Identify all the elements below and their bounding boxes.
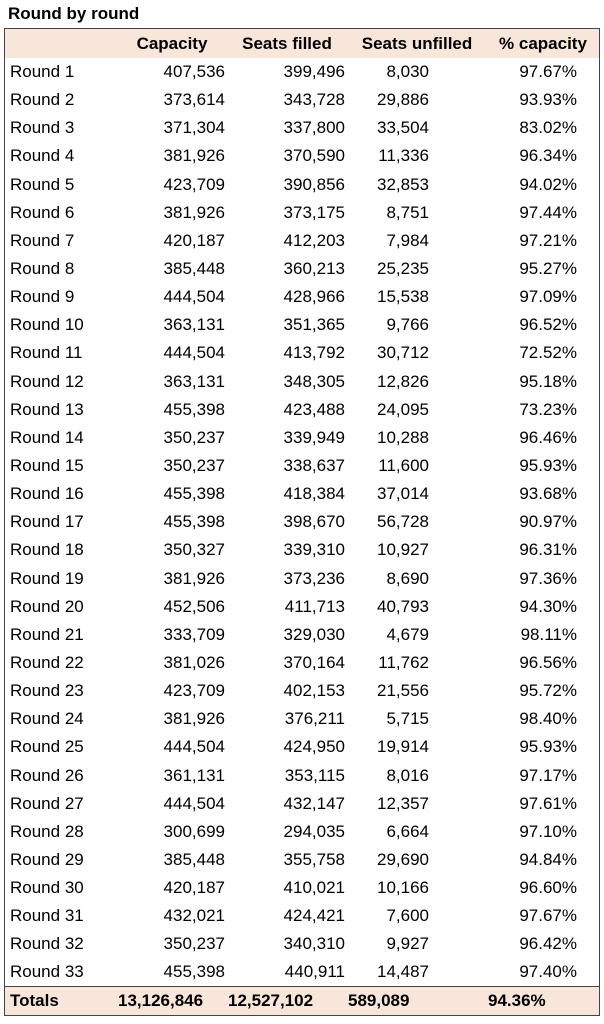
table-row [5, 480, 599, 508]
capacity-cell: 444,504 [163, 343, 225, 363]
percent-capacity-cell: 72.52% [519, 343, 577, 363]
round-label: Round 9 [10, 287, 75, 307]
percent-capacity-cell: 93.93% [519, 90, 577, 110]
percent-capacity-cell: 96.34% [519, 146, 577, 166]
round-label: Round 32 [10, 934, 84, 954]
seats-unfilled-cell: 30,712 [377, 343, 429, 363]
seats-unfilled-cell: 32,853 [377, 174, 429, 194]
totals-seats-filled: 12,527,102 [228, 990, 314, 1010]
seats-filled-cell: 339,949 [283, 427, 345, 447]
seats-filled-cell: 410,021 [283, 878, 345, 898]
round-label: Round 7 [10, 230, 75, 250]
header-percent-capacity: % capacity [499, 33, 587, 53]
capacity-cell: 455,398 [163, 962, 225, 982]
seats-unfilled-cell: 4,679 [386, 624, 429, 644]
seats-filled-cell: 370,164 [283, 653, 345, 673]
seats-unfilled-cell: 10,927 [377, 540, 429, 560]
capacity-cell: 385,448 [163, 259, 225, 279]
seats-filled-cell: 329,030 [283, 624, 345, 644]
seats-filled-cell: 398,670 [283, 512, 345, 532]
seats-filled-cell: 348,305 [283, 371, 345, 391]
table-row [5, 171, 599, 199]
round-label: Round 4 [10, 146, 75, 166]
percent-capacity-cell: 94.30% [519, 596, 577, 616]
round-label: Round 20 [10, 596, 84, 616]
table-row [5, 930, 599, 958]
seats-unfilled-cell: 10,288 [377, 427, 429, 447]
seats-filled-cell: 402,153 [283, 681, 345, 701]
seats-filled-cell: 340,310 [283, 934, 345, 954]
percent-capacity-cell: 96.46% [519, 427, 577, 447]
capacity-cell: 373,614 [163, 90, 225, 110]
round-label: Round 25 [10, 737, 84, 757]
round-label: Round 31 [10, 906, 84, 926]
percent-capacity-cell: 97.21% [519, 230, 577, 250]
percent-capacity-cell: 97.09% [519, 287, 577, 307]
table-row [5, 396, 599, 424]
table-row [5, 790, 599, 818]
seats-filled-cell: 413,792 [283, 343, 345, 363]
table-row [5, 649, 599, 677]
round-table-container [4, 28, 600, 1016]
table-row [5, 86, 599, 114]
percent-capacity-cell: 96.52% [519, 315, 577, 335]
percent-capacity-cell: 97.17% [519, 765, 577, 785]
round-label: Round 12 [10, 371, 84, 391]
table-row [5, 762, 599, 790]
seats-unfilled-cell: 29,690 [377, 850, 429, 869]
percent-capacity-cell: 95.93% [519, 737, 577, 757]
round-label: Round 30 [10, 878, 84, 898]
seats-filled-cell: 370,590 [283, 146, 345, 166]
seats-unfilled-cell: 12,826 [377, 371, 429, 391]
seats-unfilled-cell: 8,030 [386, 62, 429, 82]
table-row [5, 114, 599, 142]
seats-filled-cell: 418,384 [283, 484, 345, 504]
percent-capacity-cell: 83.02% [519, 118, 577, 138]
capacity-cell: 363,131 [163, 371, 225, 391]
round-label: Round 16 [10, 484, 84, 504]
table-row [5, 565, 599, 593]
seats-filled-cell: 424,950 [283, 737, 345, 757]
capacity-cell: 381,026 [163, 653, 225, 673]
header-row [5, 29, 599, 58]
percent-capacity-cell: 98.40% [519, 709, 577, 729]
capacity-cell: 444,504 [163, 737, 225, 757]
seats-filled-cell: 337,800 [283, 118, 345, 138]
seats-filled-cell: 424,421 [283, 906, 345, 926]
seats-unfilled-cell: 11,600 [378, 456, 429, 476]
table-row [5, 339, 599, 367]
round-label: Round 14 [10, 427, 84, 447]
percent-capacity-cell: 98.11% [520, 624, 577, 644]
seats-unfilled-cell: 10,166 [377, 878, 429, 898]
table-row [5, 227, 599, 255]
seats-filled-cell: 373,236 [283, 568, 345, 588]
table-row [5, 677, 599, 705]
seats-filled-cell: 411,713 [284, 596, 345, 616]
percent-capacity-cell: 97.67% [519, 906, 577, 926]
totals-row [5, 987, 599, 1015]
capacity-cell: 371,304 [163, 118, 225, 138]
round-label: Round 23 [10, 681, 84, 701]
percent-capacity-cell: 95.72% [519, 681, 577, 701]
seats-filled-cell: 343,728 [283, 90, 345, 110]
round-label: Round 17 [10, 512, 84, 532]
seats-filled-cell: 360,213 [283, 259, 345, 279]
percent-capacity-cell: 73.23% [519, 399, 577, 419]
round-label: Round 18 [10, 540, 84, 560]
table-row [5, 536, 599, 564]
capacity-cell: 361,131 [163, 765, 225, 785]
totals-capacity: 13,126,846 [118, 990, 204, 1010]
percent-capacity-cell: 97.61% [519, 793, 577, 813]
totals-seats-unfilled: 589,089 [348, 990, 410, 1010]
table-row [5, 818, 599, 846]
seats-unfilled-cell: 6,664 [386, 821, 429, 841]
round-label: Round 27 [10, 793, 84, 813]
round-label: Round 6 [10, 202, 75, 222]
header-capacity: Capacity [136, 33, 208, 53]
seats-filled-cell: 412,203 [283, 230, 345, 250]
capacity-cell: 420,187 [163, 878, 225, 898]
percent-capacity-cell: 94.02% [519, 174, 577, 194]
percent-capacity-cell: 90.97% [519, 512, 577, 532]
seats-unfilled-cell: 7,600 [386, 906, 429, 926]
round-label: Round 13 [10, 399, 84, 419]
capacity-cell: 420,187 [163, 230, 225, 250]
percent-capacity-cell: 96.56% [519, 653, 577, 673]
seats-unfilled-cell: 5,715 [386, 709, 429, 729]
round-label: Round 5 [10, 174, 75, 194]
table-row [5, 58, 599, 86]
table-row [5, 311, 599, 339]
capacity-cell: 350,237 [163, 456, 225, 476]
capacity-cell: 444,504 [163, 793, 225, 813]
table-header [5, 29, 599, 58]
percent-capacity-cell: 97.36% [519, 568, 577, 588]
round-label: Round 15 [10, 456, 84, 476]
capacity-cell: 381,926 [163, 568, 225, 588]
seats-unfilled-cell: 9,766 [386, 315, 429, 335]
percent-capacity-cell: 97.10% [519, 821, 577, 841]
table-row [5, 452, 599, 480]
capacity-cell: 333,709 [163, 624, 225, 644]
table-footer [5, 987, 599, 1015]
capacity-cell: 300,699 [163, 821, 225, 841]
table-row [5, 902, 599, 930]
table-row [5, 199, 599, 227]
round-label: Round 11 [10, 343, 83, 363]
round-label: Round 21 [10, 624, 84, 644]
seats-unfilled-cell: 12,357 [377, 793, 429, 813]
totals-percent-capacity: 94.36% [488, 990, 546, 1010]
round-label: Round 1 [10, 62, 75, 82]
round-label: Round 29 [10, 850, 84, 869]
round-label: Round 19 [10, 568, 84, 588]
percent-capacity-cell: 95.18% [519, 371, 577, 391]
table-row [5, 621, 599, 649]
seats-unfilled-cell: 25,235 [377, 259, 429, 279]
capacity-cell: 350,237 [163, 934, 225, 954]
table-row [5, 874, 599, 902]
capacity-cell: 444,504 [163, 287, 225, 307]
table-row [5, 255, 599, 283]
seats-filled-cell: 294,035 [283, 821, 345, 841]
seats-filled-cell: 376,211 [284, 709, 345, 729]
capacity-cell: 363,131 [163, 315, 225, 335]
round-label: Round 8 [10, 259, 75, 279]
seats-unfilled-cell: 37,014 [377, 484, 429, 504]
percent-capacity-cell: 93.68% [519, 484, 577, 504]
table-row [5, 705, 599, 733]
seats-unfilled-cell: 29,886 [377, 90, 429, 110]
percent-capacity-cell: 95.27% [519, 259, 577, 279]
table-row [5, 283, 599, 311]
header-round [5, 29, 117, 58]
round-label: Round 22 [10, 653, 84, 673]
header-seats-unfilled: Seats unfilled [361, 33, 473, 53]
seats-filled-cell: 428,966 [283, 287, 345, 307]
seats-unfilled-cell: 15,538 [377, 287, 429, 307]
table-title: Round by round [8, 4, 140, 23]
percent-capacity-cell: 97.44% [519, 202, 577, 222]
percent-capacity-cell: 97.67% [519, 62, 577, 82]
seats-filled-cell: 339,310 [283, 540, 345, 560]
round-label: Round 28 [10, 821, 84, 841]
table-row [5, 733, 599, 761]
seats-filled-cell: 423,488 [283, 399, 345, 419]
seats-filled-cell: 351,365 [283, 315, 345, 335]
seats-unfilled-cell: 24,095 [377, 399, 429, 419]
seats-unfilled-cell: 8,016 [386, 765, 429, 785]
header-seats-filled: Seats filled [242, 33, 332, 53]
table-body [5, 58, 599, 987]
capacity-cell: 423,709 [163, 174, 225, 194]
round-label: Round 33 [10, 962, 84, 982]
capacity-cell: 385,448 [163, 850, 225, 869]
seats-unfilled-cell: 9,927 [386, 934, 429, 954]
capacity-cell: 381,926 [163, 202, 225, 222]
seats-filled-cell: 338,637 [283, 456, 345, 476]
round-by-round-table [5, 29, 599, 1015]
percent-capacity-cell: 96.31% [519, 540, 577, 560]
seats-filled-cell: 440,911 [284, 962, 345, 982]
percent-capacity-cell: 95.93% [519, 456, 577, 476]
round-label: Round 2 [10, 90, 75, 110]
round-label: Round 3 [10, 118, 75, 138]
seats-unfilled-cell: 7,984 [386, 230, 429, 250]
seats-unfilled-cell: 11,336 [378, 146, 429, 166]
capacity-cell: 455,398 [163, 512, 225, 532]
table-row [5, 368, 599, 396]
capacity-cell: 423,709 [163, 681, 225, 701]
percent-capacity-cell: 94.84% [519, 850, 577, 869]
capacity-cell: 407,536 [163, 62, 225, 82]
capacity-cell: 381,926 [163, 709, 225, 729]
table-row [5, 424, 599, 452]
capacity-cell: 350,237 [163, 427, 225, 447]
seats-filled-cell: 399,496 [283, 62, 345, 82]
seats-filled-cell: 373,175 [283, 202, 345, 222]
seats-filled-cell: 355,758 [283, 850, 345, 869]
seats-unfilled-cell: 56,728 [377, 512, 429, 532]
round-label: Round 26 [10, 765, 84, 785]
capacity-cell: 455,398 [163, 484, 225, 504]
capacity-cell: 381,926 [163, 146, 225, 166]
seats-filled-cell: 432,147 [283, 793, 345, 813]
table-row [5, 959, 599, 987]
seats-unfilled-cell: 21,556 [377, 681, 429, 701]
capacity-cell: 455,398 [163, 399, 225, 419]
table-row [5, 593, 599, 621]
table-row [5, 846, 599, 874]
seats-unfilled-cell: 40,793 [377, 596, 429, 616]
totals-label: Totals [10, 990, 59, 1010]
seats-unfilled-cell: 11,762 [378, 653, 429, 673]
round-label: Round 24 [10, 709, 84, 729]
table-row [5, 142, 599, 170]
percent-capacity-cell: 96.42% [519, 934, 577, 954]
seats-unfilled-cell: 8,690 [386, 568, 429, 588]
percent-capacity-cell: 97.40% [519, 962, 577, 982]
seats-filled-cell: 390,856 [283, 174, 345, 194]
round-label: Round 10 [10, 315, 84, 335]
seats-filled-cell: 353,115 [284, 765, 345, 785]
capacity-cell: 350,327 [163, 540, 225, 560]
seats-unfilled-cell: 33,504 [377, 118, 429, 138]
seats-unfilled-cell: 19,914 [377, 737, 429, 757]
table-row [5, 508, 599, 536]
capacity-cell: 452,506 [163, 596, 225, 616]
seats-unfilled-cell: 14,487 [377, 962, 429, 982]
seats-unfilled-cell: 8,751 [386, 202, 429, 222]
percent-capacity-cell: 96.60% [519, 878, 577, 898]
capacity-cell: 432,021 [163, 906, 225, 926]
